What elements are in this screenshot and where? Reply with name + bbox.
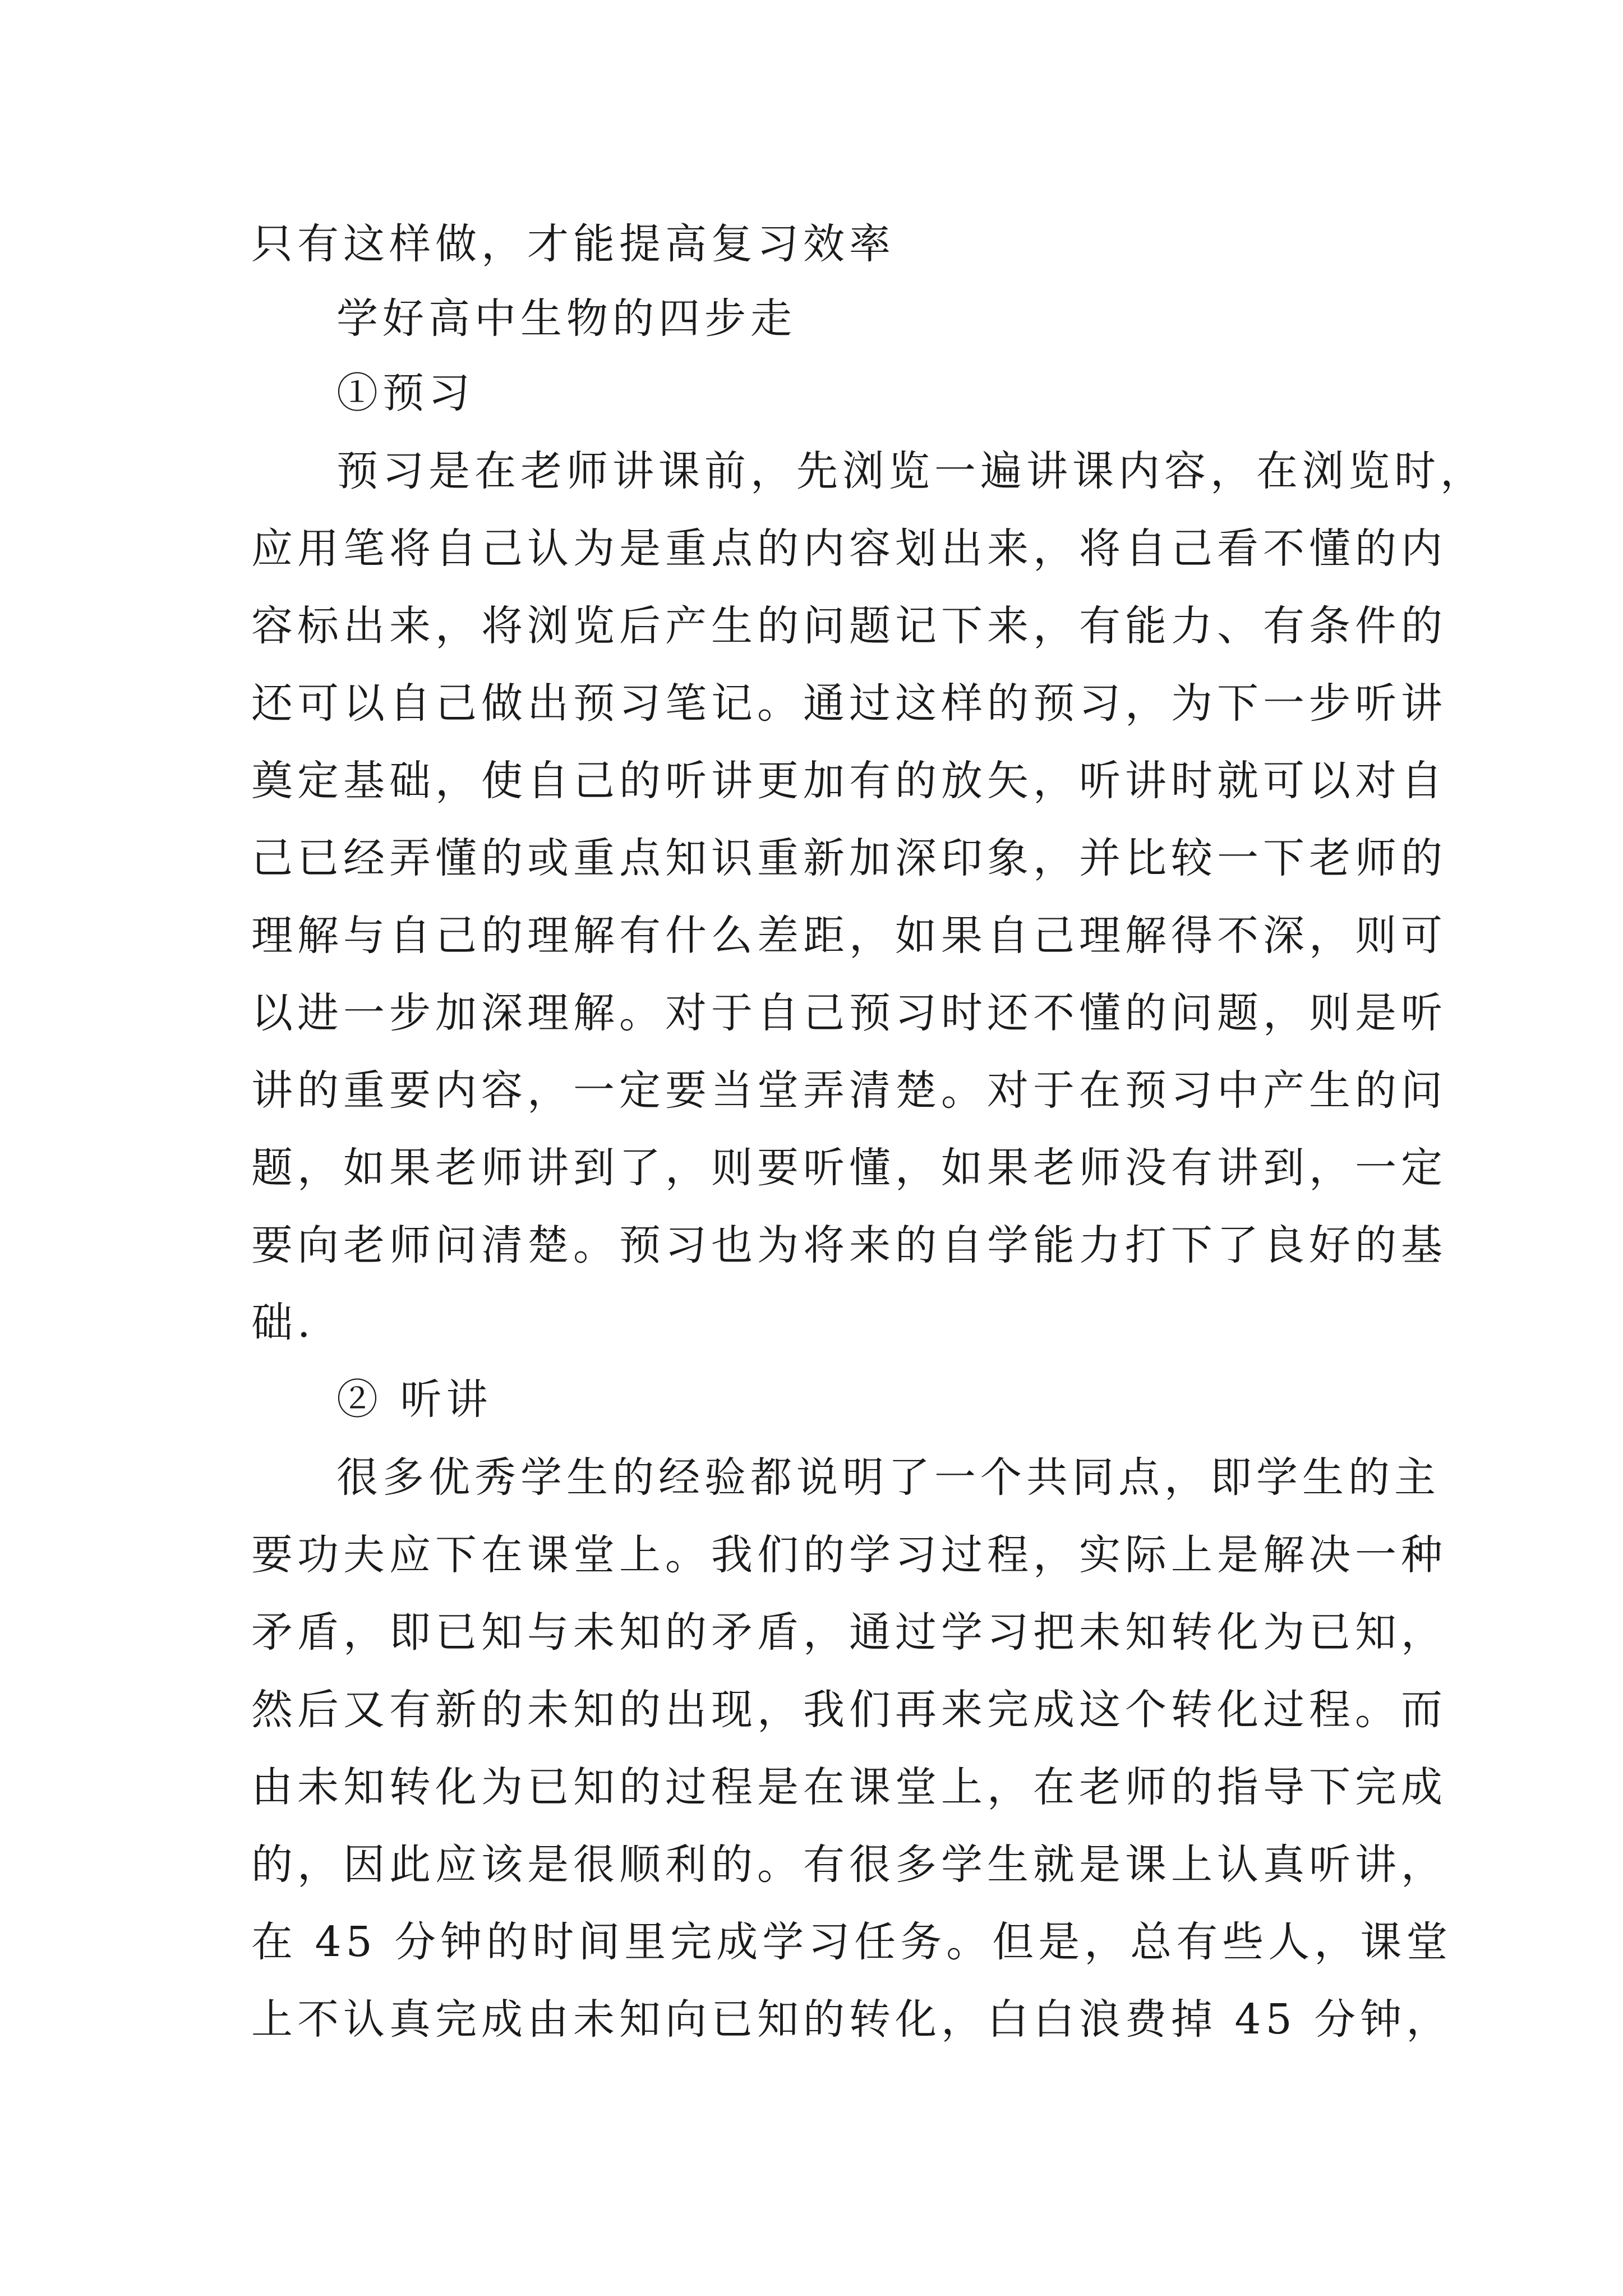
paragraph-line: 然后又有新的未知的出现，我们再来完成这个转化过程。而 [251,1686,1447,1734]
subheading-preview: ①预习 [336,369,474,417]
paragraph-line: 上不认真完成由未知向已知的转化，白白浪费掉 45 分钟， [251,1995,1453,2044]
paragraph-line: 在 45 分钟的时间里完成学习任务。但是，总有些人，课堂 [251,1918,1453,1966]
subheading-listening: ② 听讲 [336,1375,492,1424]
paragraph-line: 讲的重要内容，一定要当堂弄清楚。对于在预习中产生的问 [251,1066,1447,1115]
paragraph-line: 的，因此应该是很顺利的。有很多学生就是课上认真听讲， [251,1841,1447,1889]
paragraph-line: 要功夫应下在课堂上。我们的学习过程，实际上是解决一种 [251,1531,1447,1579]
paragraph-line: 己已经弄懂的或重点知识重新加深印象，并比较一下老师的 [251,834,1447,882]
paragraph-line: 础. [251,1299,315,1347]
paragraph-line: 预习是在老师讲课前，先浏览一遍讲课内容，在浏览时， [336,447,1486,495]
paragraph-line: 以进一步加深理解。对于自己预习时还不懂的问题，则是听 [251,989,1447,1037]
paragraph-line: 矛盾，即已知与未知的矛盾，通过学习把未知转化为已知， [251,1608,1447,1657]
paragraph-line: 奠定基础，使自己的听讲更加有的放矢，听讲时就可以对自 [251,757,1447,805]
section-heading: 学好高中生物的四步走 [336,295,796,343]
paragraph-line: 很多优秀学生的经验都说明了一个共同点，即学生的主 [336,1453,1440,1502]
paragraph-line: 应用笔将自己认为是重点的内容划出来，将自己看不懂的内 [251,524,1447,573]
paragraph-line: 容标出来，将浏览后产生的问题记下来，有能力、有条件的 [251,602,1447,650]
text-line-intro: 只有这样做，才能提高复习效率 [251,220,895,268]
paragraph-line: 还可以自己做出预习笔记。通过这样的预习，为下一步听讲 [251,679,1447,728]
paragraph-line: 题，如果老师讲到了，则要听懂，如果老师没有讲到，一定 [251,1144,1447,1192]
paragraph-line: 由未知转化为已知的过程是在课堂上，在老师的指导下完成 [251,1763,1447,1811]
paragraph-line: 要向老师问清楚。预习也为将来的自学能力打下了良好的基 [251,1221,1447,1269]
paragraph-line: 理解与自己的理解有什么差距，如果自己理解得不深，则可 [251,912,1447,960]
